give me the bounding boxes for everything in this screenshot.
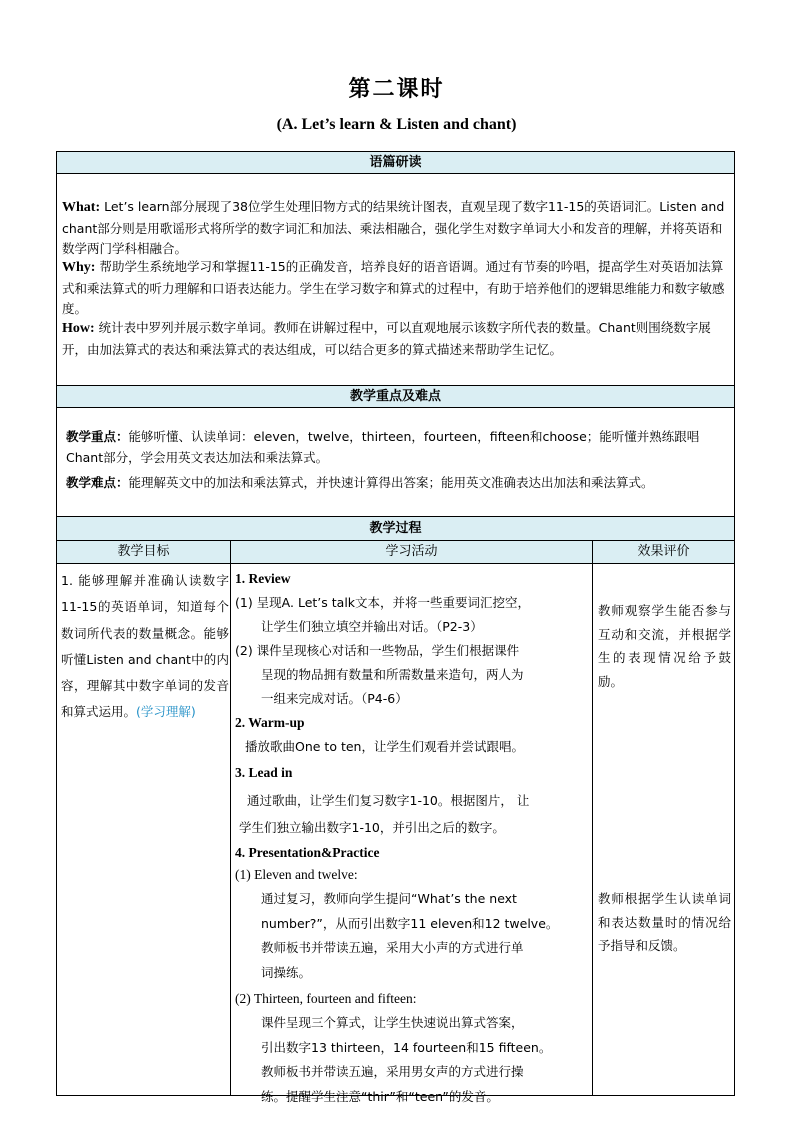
focus-heading: 教学重点及难点 bbox=[57, 386, 734, 408]
why-paragraph bbox=[62, 257, 730, 320]
review-line: (2) 课件呈现核心对话和一些物品，学生们根据课件 bbox=[235, 643, 520, 658]
reading-heading: 语篇研读 bbox=[57, 152, 734, 174]
evaluation-1: 教师观察学生能否参与互动和交流，并根据学生的表现情况给予鼓励。 bbox=[598, 603, 731, 689]
page-subtitle: (A. Let’s learn & Listen and chant) bbox=[276, 116, 517, 133]
evaluation-2: 教师根据学生认读单词和表达数量时的情况给予指导和反馈。 bbox=[598, 891, 731, 953]
column-header-activities: 学习活动 bbox=[231, 541, 592, 563]
column-header-goals: 教学目标 bbox=[57, 541, 230, 563]
p1-title: (1) Eleven and twelve: bbox=[235, 867, 358, 882]
key-points-label: 教学重点： bbox=[66, 429, 129, 444]
how-text: 统计表中罗列并展示数字单词。教师在讲解过程中，可以直观地展示该数字所代表的数量。Chant则围绕数字展开，由加法算式的表达和乘法算式的表达组成，可以结合更多的算式描述来帮助学生记忆。 bbox=[62, 320, 711, 357]
goal-text: 1. 能够理解并准确认读数字11-15的英语单词，知道每个数词所代表的数量概念。能够听懂Listen and chant中的内容，理解其中数字单词的发音和算式运用。 bbox=[61, 573, 229, 720]
p1-line: 词操练。 bbox=[261, 964, 312, 980]
p1-line: 教师板书并带读五遍，采用大小声的方式进行单 bbox=[261, 940, 524, 955]
what-paragraph bbox=[62, 197, 730, 260]
process-heading: 教学过程 bbox=[57, 517, 734, 541]
leadin-section bbox=[235, 765, 591, 841]
p2-title: (2) Thirteen, fourteen and fifteen: bbox=[235, 991, 417, 1006]
key-points-text: 能够听懂、认读单词：eleven，twelve，thirteen，fourteen，fifteen和choose；能听懂并熟练跟唱Chant部分，学会用英文表达加法和乘法算式。 bbox=[66, 429, 700, 465]
what-text: Let’s learn部分展现了38位学生处理旧物方式的结果统计图表，直观呈现了数字11-15的英语词汇。Listen and chant部分则是用歌谣形式将所学的数字词汇和加法、乘法相融合，强化学生对数字单词大小和发音的理解，并将英语和数学两门学科相融合。 bbox=[62, 199, 725, 256]
warmup-text: 播放歌曲One to ten，让学生们观看并尝试跟唱。 bbox=[245, 739, 524, 754]
review-line: 让学生们独立填空并输出对话。（P2-3） bbox=[261, 619, 483, 634]
review-line: (1) 呈现A. Let’s talk文本，并将一些重要词汇挖空， bbox=[235, 595, 531, 610]
why-text: 帮助学生系统地学习和掌握11-15的正确发音，培养良好的语音语调。通过有节奏的吟唱，提高学生对英语加法算式和乘法算式的听力理解和口语表达能力。学生在学习数字和算式的过程中，有助于培养他们的逻辑思维能力和数字敏感度。 bbox=[62, 259, 725, 316]
key-points-paragraph bbox=[66, 427, 730, 468]
goal-cell bbox=[61, 568, 229, 726]
presentation-section bbox=[235, 845, 591, 1109]
goal-category-link[interactable]: (学习理解) bbox=[136, 704, 196, 720]
p1-line: number?”，从而引出数字11 eleven和12 twelve。 bbox=[261, 915, 559, 931]
leadin-line: 学生们独立输出数字1-10，并引出之后的数字。 bbox=[239, 820, 505, 835]
review-section bbox=[235, 571, 591, 711]
column-divider bbox=[230, 541, 231, 1095]
review-title: 1. Review bbox=[235, 571, 291, 586]
column-divider bbox=[592, 541, 593, 1095]
warmup-section bbox=[235, 715, 591, 759]
page-title: 第二课时 bbox=[348, 76, 445, 102]
lesson-table bbox=[56, 151, 735, 1104]
how-paragraph bbox=[62, 318, 730, 360]
how-label: How: bbox=[62, 321, 95, 336]
p2-line: 引出数字13 thirteen，14 fourteen和15 fifteen。 bbox=[261, 1039, 552, 1055]
p2-line: 课件呈现三个算式，让学生快速说出算式答案， bbox=[261, 1015, 524, 1030]
presentation-title: 4. Presentation&Practice bbox=[235, 845, 380, 860]
divider bbox=[57, 563, 734, 564]
difficult-points-paragraph bbox=[66, 473, 730, 494]
what-label: What: bbox=[62, 200, 101, 215]
review-line: 呈现的物品拥有数量和所需数量来造句，两人为 bbox=[261, 667, 524, 682]
column-header-evaluation: 效果评价 bbox=[593, 541, 734, 563]
leadin-title: 3. Lead in bbox=[235, 765, 293, 780]
p1-line: 通过复习，教师向学生提问“What’s the next bbox=[261, 891, 517, 906]
p2-line: 教师板书并带读五遍，采用男女声的方式进行操 bbox=[261, 1064, 524, 1079]
leadin-line: 通过歌曲，让学生们复习数字1-10。根据图片， 让 bbox=[247, 793, 530, 808]
review-line: 一组来完成对话。（P4-6） bbox=[261, 691, 408, 706]
p2-line: 练。提醒学生注意“thir”和“teen”的发音。 bbox=[261, 1088, 499, 1104]
difficult-points-label: 教学难点： bbox=[66, 475, 129, 490]
why-label: Why: bbox=[62, 260, 96, 275]
warmup-title: 2. Warm-up bbox=[235, 715, 305, 730]
difficult-points-text: 能理解英文中的加法和乘法算式，并快速计算得出答案；能用英文准确表达出加法和乘法算式。 bbox=[128, 475, 654, 490]
